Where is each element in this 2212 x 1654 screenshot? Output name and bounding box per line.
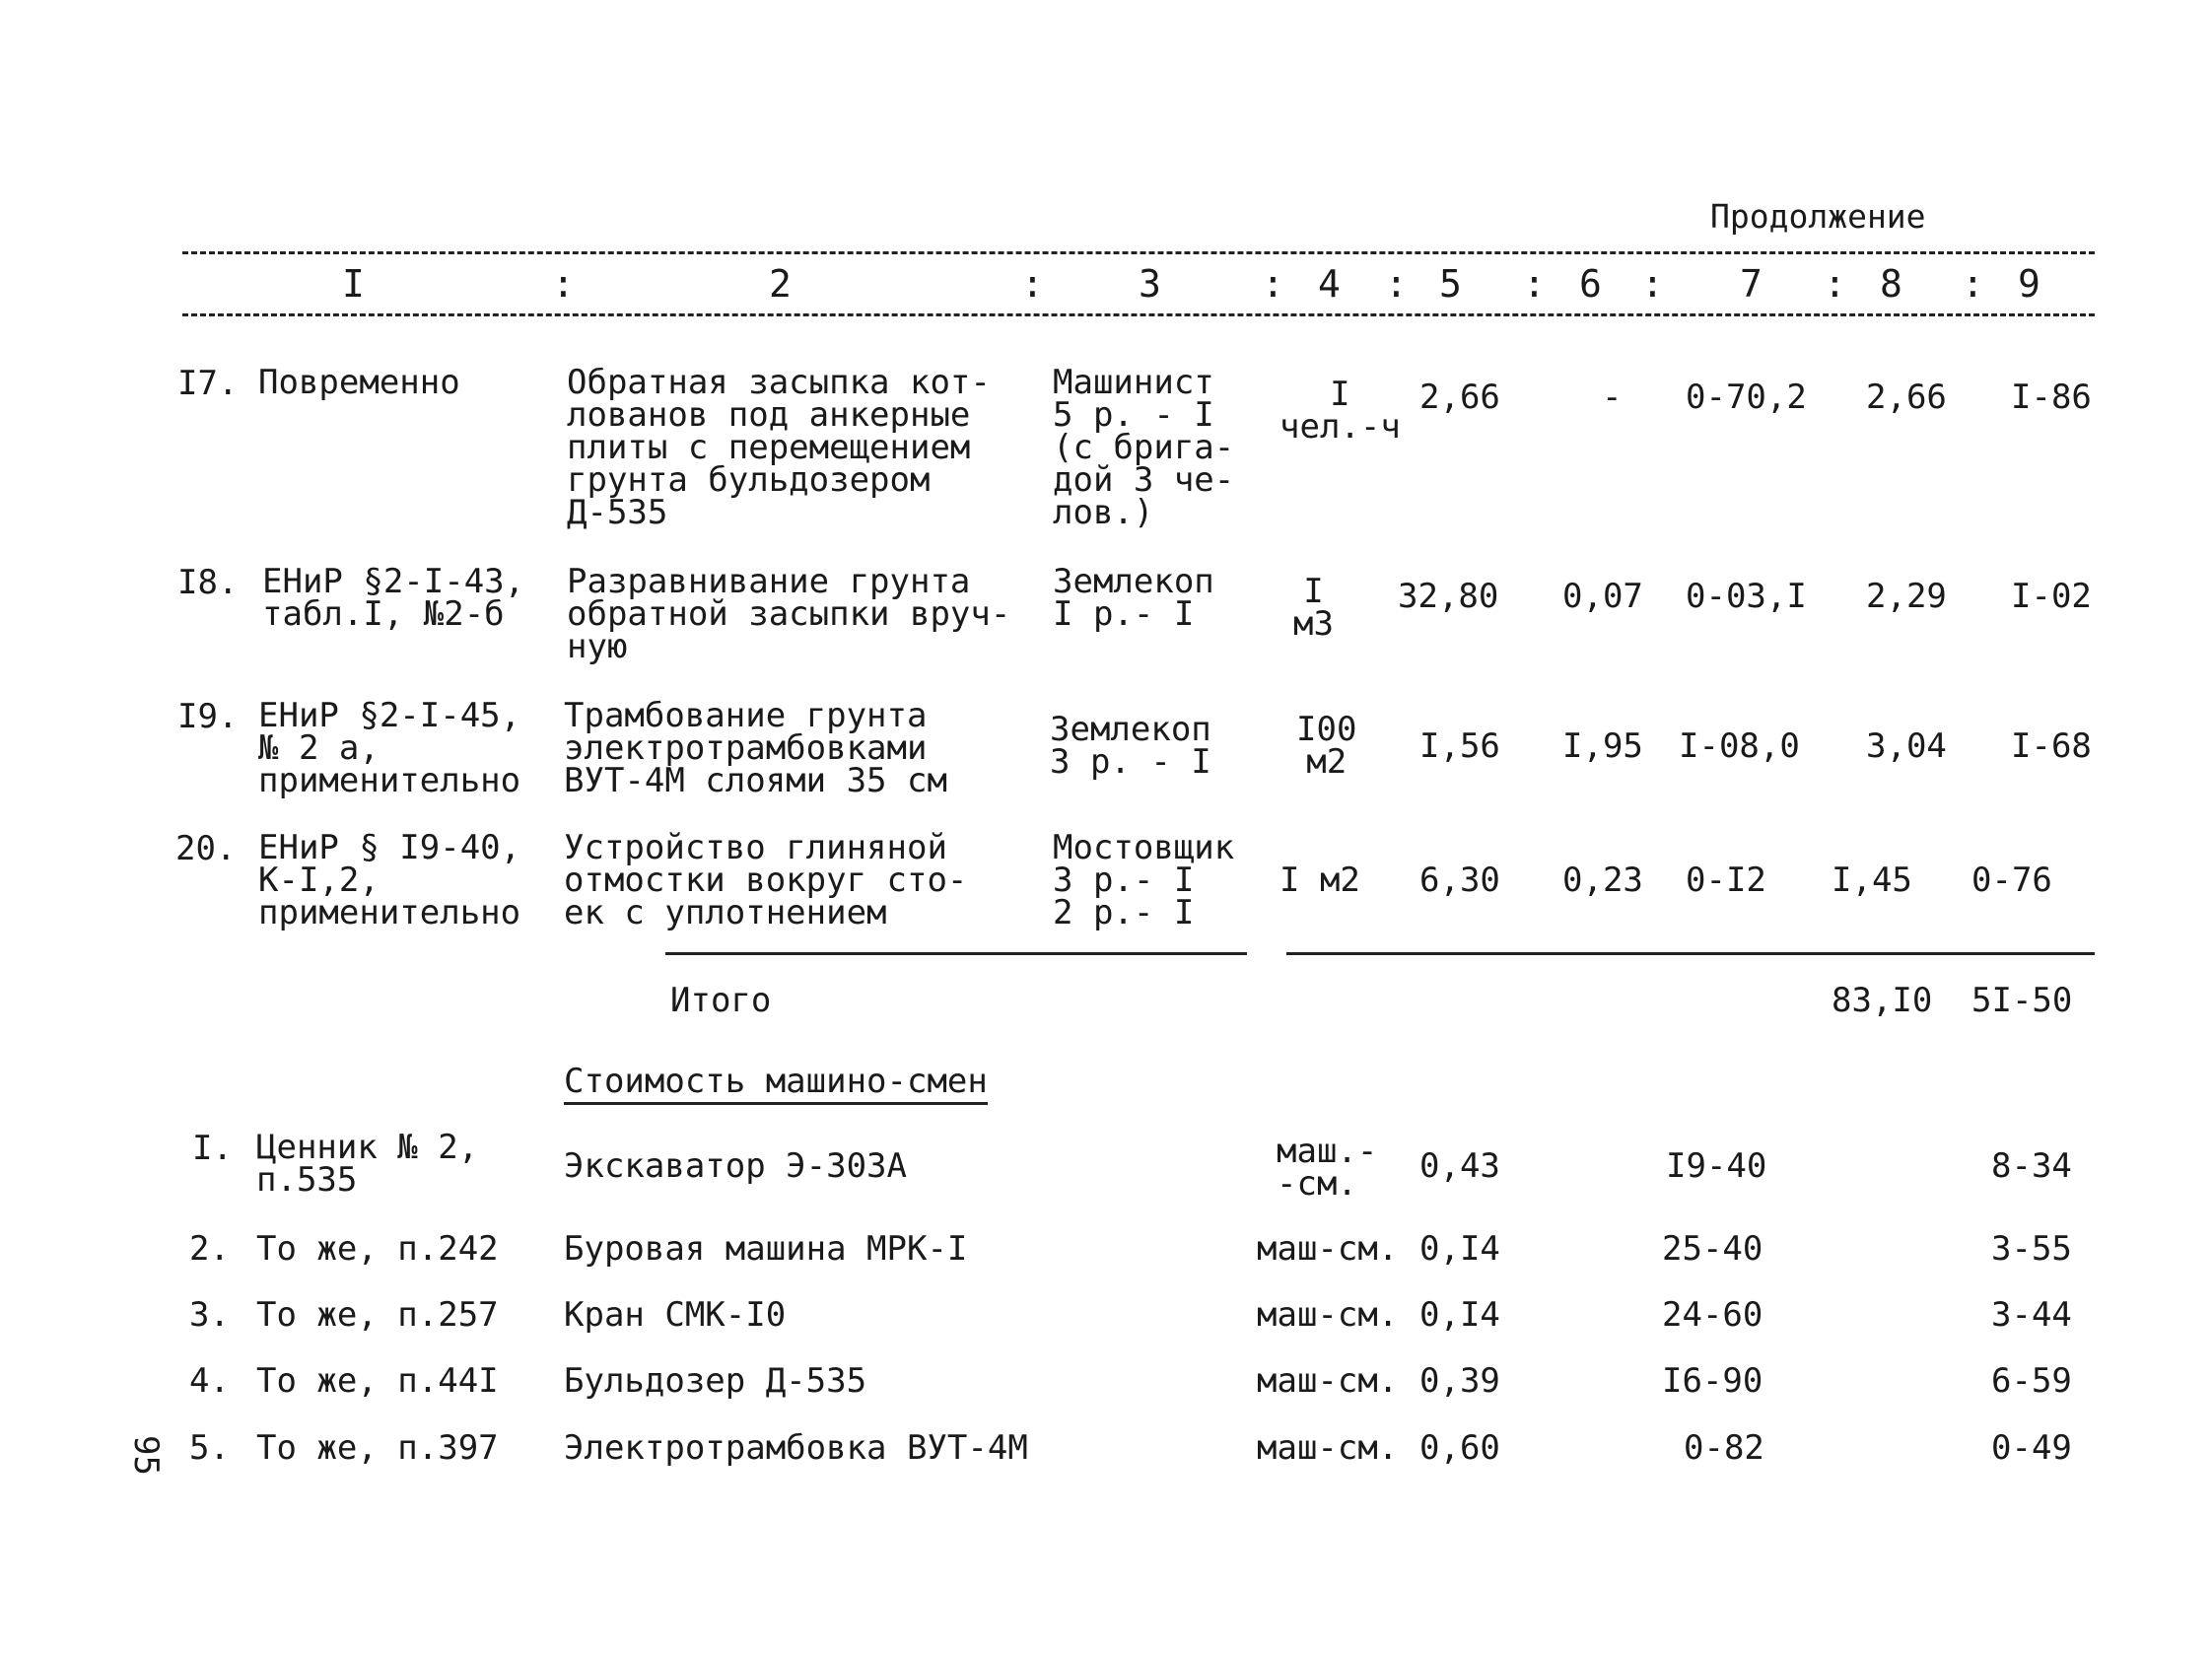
row-work: Обратная засыпка кот- лованов под анкерные плиты с перемещением грунта бульдозером Д-535 (567, 363, 991, 532)
col-header-4: 4 (1318, 262, 1341, 306)
col-header-6: 6 (1579, 262, 1602, 306)
row-col9: I-68 (2011, 726, 2092, 766)
machine-unit: маш-см. (1257, 1361, 1399, 1401)
row-unit: I чел.-ч (1279, 375, 1401, 447)
machine-price: 25-40 (1662, 1229, 1763, 1269)
row-work: Разравнивание грунта обратной засыпки вруч- ную (567, 562, 1011, 666)
col-sep: : (1523, 262, 1546, 306)
total-col9: 5I-50 (1971, 981, 2073, 1020)
machine-basis: То же, п.257 (256, 1295, 499, 1335)
col-header-3: 3 (1139, 262, 1161, 306)
row-col7: I-08,0 (1679, 726, 1800, 766)
row-col9: 0-76 (1971, 861, 2052, 900)
row-number: I8. (177, 563, 239, 602)
row-col8: 2,66 (1866, 378, 1947, 417)
row-unit: I00 м2 (1296, 710, 1357, 782)
machine-unit: маш-см. (1257, 1295, 1399, 1335)
col-sep: : (1641, 262, 1664, 306)
row-number: I9. (177, 697, 239, 736)
machine-basis: То же, п.242 (256, 1229, 499, 1269)
col-header-1: I (342, 262, 365, 306)
machine-cost: 6-59 (1991, 1361, 2072, 1401)
row-col7: 0-70,2 (1686, 378, 1807, 417)
total-rule-left (665, 952, 1247, 955)
col-sep: : (1262, 262, 1284, 306)
total-label: Итого (670, 981, 772, 1020)
machine-name: Бульдозер Д-535 (564, 1361, 867, 1401)
machines-section-title: Стоимость машино-смен (564, 1065, 988, 1105)
row-number: I7. (177, 364, 239, 403)
machine-qty: 0,43 (1419, 1146, 1500, 1186)
machine-number: 3. (189, 1295, 230, 1335)
continuation-label: Продолжение (1710, 197, 1926, 236)
machine-number: 2. (189, 1229, 230, 1269)
row-col9: I-02 (2011, 577, 2092, 616)
col-header-2: 2 (769, 262, 792, 306)
machine-qty: 0,39 (1419, 1361, 1500, 1401)
machine-name: Буровая машина МРК-I (564, 1229, 968, 1269)
col-sep: : (1824, 262, 1846, 306)
row-basis: ЕНиР § I9-40, К-I,2, применительно (258, 828, 521, 932)
row-col8: 2,29 (1866, 577, 1947, 616)
col-header-8: 8 (1880, 262, 1902, 306)
machine-number: 4. (189, 1361, 230, 1401)
machine-price: I6-90 (1662, 1361, 1763, 1401)
row-work: Устройство глиняной отмостки вокруг сто- ек с уплотнением (564, 828, 968, 932)
row-basis: Повременно (258, 363, 460, 402)
machine-name: Кран СМК-I0 (564, 1295, 787, 1335)
row-col6: I,95 (1562, 726, 1643, 766)
row-col7: 0-03,I (1686, 577, 1807, 616)
row-number: 20. (175, 829, 237, 868)
total-col8: 83,I0 (1832, 981, 1933, 1020)
machine-unit: маш.- -см. (1277, 1132, 1378, 1204)
row-col9: I-86 (2011, 378, 2092, 417)
row-staff: Землекоп I р.- I (1053, 562, 1214, 634)
machine-qty: 0,I4 (1419, 1295, 1500, 1335)
row-col5: 2,66 (1419, 378, 1500, 417)
row-staff: Машинист 5 р. - I (с бригa- дой 3 че- лов.) (1053, 363, 1235, 532)
row-col6: 0,23 (1562, 861, 1643, 900)
col-header-7: 7 (1740, 262, 1763, 306)
machine-price: 0-82 (1684, 1428, 1764, 1468)
col-sep: : (1021, 262, 1044, 306)
machine-unit: маш-см. (1257, 1428, 1399, 1468)
machine-basis: То же, п.397 (256, 1428, 499, 1468)
row-work: Трамбование грунта электротрамбовками ВУТ-4М слоями 35 см (564, 696, 947, 800)
machine-qty: 0,I4 (1419, 1229, 1500, 1269)
machine-cost: 0-49 (1991, 1428, 2072, 1468)
machine-unit: маш-см. (1257, 1229, 1399, 1269)
machine-number: 5. (189, 1428, 230, 1468)
machine-basis: Ценник № 2, п.535 (256, 1128, 479, 1200)
col-sep: : (1962, 262, 1984, 306)
machine-basis: То же, п.44I (256, 1361, 499, 1401)
row-staff: Землекоп 3 р. - I (1050, 710, 1211, 782)
row-col5: 32,80 (1398, 577, 1499, 616)
row-col6: 0,07 (1562, 577, 1643, 616)
header-bottom-rule (182, 313, 2095, 316)
row-col6: - (1602, 378, 1623, 417)
col-sep: : (1385, 262, 1408, 306)
machine-name: Экскаватор Э-303А (564, 1146, 907, 1186)
row-col8: 3,04 (1866, 726, 1947, 766)
row-basis: ЕНиР §2-I-43, табл.I, №2-б (262, 562, 525, 634)
row-staff: Мостовщик 3 р.- I 2 р.- I (1053, 828, 1235, 932)
machine-price: I9-40 (1666, 1146, 1767, 1186)
page-number: 95 (126, 1435, 166, 1476)
row-col7: 0-I2 (1686, 861, 1766, 900)
row-unit: I м2 (1279, 861, 1360, 900)
machine-cost: 8-34 (1991, 1146, 2072, 1186)
col-header-9: 9 (2018, 262, 2040, 306)
row-col5: 6,30 (1419, 861, 1500, 900)
header-top-rule (182, 251, 2095, 254)
col-header-5: 5 (1439, 262, 1462, 306)
row-unit: I м3 (1293, 572, 1334, 644)
row-col5: I,56 (1419, 726, 1500, 766)
machine-cost: 3-55 (1991, 1229, 2072, 1269)
total-rule-right (1286, 952, 2095, 955)
row-col8: I,45 (1832, 861, 1912, 900)
machine-qty: 0,60 (1419, 1428, 1500, 1468)
machine-price: 24-60 (1662, 1295, 1763, 1335)
machine-cost: 3-44 (1991, 1295, 2072, 1335)
row-basis: ЕНиР §2-I-45, № 2 а, применительно (258, 696, 521, 800)
col-sep: : (552, 262, 575, 306)
machine-number: I. (192, 1129, 233, 1168)
machine-name: Электротрамбовка ВУТ-4М (564, 1428, 1028, 1468)
